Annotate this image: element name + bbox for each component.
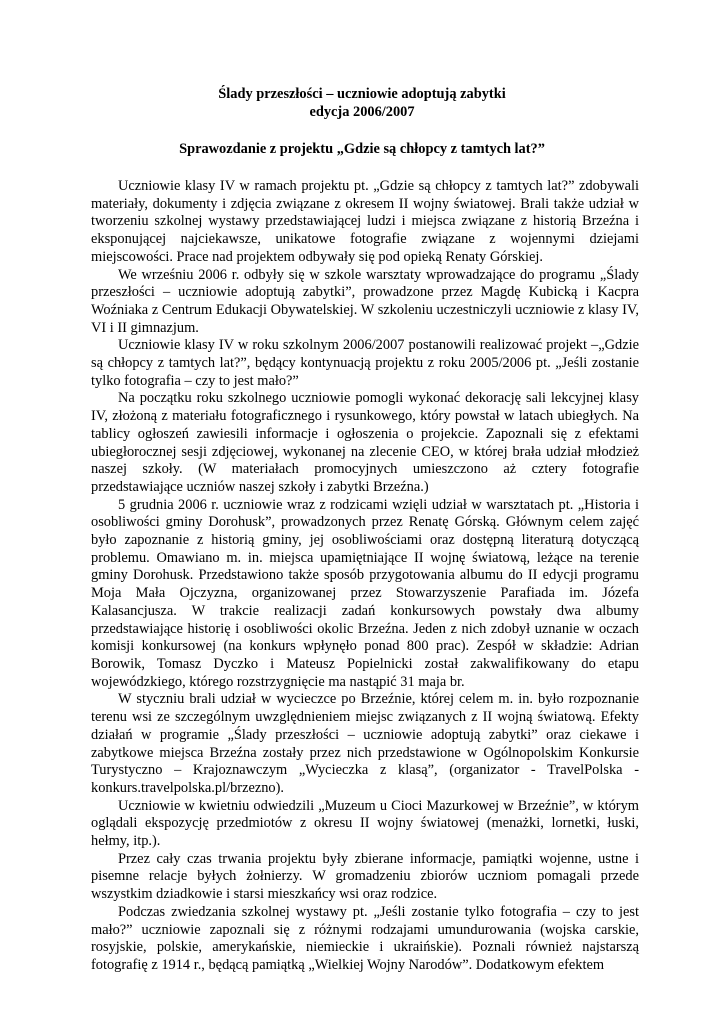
paragraph-7: Uczniowie w kwietniu odwiedzili „Muzeum u Cioci Mazurkowej w Brzeźnie”, w którym oglądali ekspozycję przedmiotów z okresu II wojny światowej (menażki, lornetki, łuski, hełmy, itp.). xyxy=(91,797,639,850)
paragraph-2: We wrześniu 2006 r. odbyły się w szkole warsztaty wprowadzające do programu „Ślady przeszłości – uczniowie adoptują zabytki”, prowadzone przez Magdę Kubicką i Kacpra Woźniaka z Centrum Edukacji Obywatelskiej. W szkoleniu uczestniczyli uczniowie z klasy IV, VI i II gimnazjum. xyxy=(91,266,639,336)
paragraph-6: W styczniu brali udział w wycieczce po Brzeźnie, której celem m. in. było rozpoznanie terenu wsi ze szczególnym uwzględnieniem miejsc związanych z II wojną światową. Efekty działań w programie „Ślady przeszłości – uczniowie adoptują zabytki” oraz ciekawe i zabytkowe miejsca Brzeźna zostały przez nich przedstawione w Ogólnopolskim Konkursie Turystyczno – Krajoznawczym „Wycieczka z klasą”, (organizator - TravelPolska - konkurs.travelpolska.pl/brzezno). xyxy=(91,691,639,796)
document-body xyxy=(91,178,639,975)
document-subtitle: Sprawozdanie z projektu „Gdzie są chłopcy z tamtych lat?” xyxy=(179,141,545,157)
paragraph-9: Podczas zwiedzania szkolnej wystawy pt. „Jeśli zostanie tylko fotografia – czy to jest mało?” uczniowie zapoznali się z różnymi rodzajami umundurowania (wojska carskie, rosyjskie, polskie, amerykańskie, niemieckie i ukraińskie). Poznali również najstarszą fotografię z 1914 r., będącą pamiątką „Wielkiej Wojny Narodów”. Dodatkowym efektem xyxy=(91,903,639,973)
title-line-2: edycja 2006/2007 xyxy=(309,104,415,120)
paragraph-3: Uczniowie klasy IV w roku szkolnym 2006/2007 postanowili realizować projekt –„Gdzie są chłopcy z tamtych lat?”, będący kontynuacją projektu z roku 2005/2006 pt. „Jeśli zostanie tylko fotografia – czy to jest mało?” xyxy=(91,337,639,389)
title-line-1: Ślady przeszłości – uczniowie adoptują zabytki xyxy=(218,86,506,102)
paragraph-1: Uczniowie klasy IV w ramach projektu pt. „Gdzie są chłopcy z tamtych lat?” zdobywali materiały, dokumenty i zdjęcia związane z okresem II wojny światowej. Brali także udział w tworzeniu szkolnej wystawy przedstawiającej ludzi i miejsca związane z historią Brzeźna i eksponującej najciekawsze, unikatowe fotografie związane z wojennymi dziejami miejscowości. Prace nad projektem odbywały się pod opieką Renaty Górskiej. xyxy=(91,178,639,265)
paragraph-8: Przez cały czas trwania projektu były zbierane informacje, pamiątki wojenne, ustne i pisemne relacje byłych żołnierzy. W gromadzeniu zbiorów uczniom pomagali przede wszystkim dziadkowie i starsi mieszkańcy wsi oraz rodzice. xyxy=(91,850,639,903)
paragraph-5: 5 grudnia 2006 r. uczniowie wraz z rodzicami wzięli udział w warsztatach pt. „Historia i osobliwości gminy Dorohusk”, prowadzonych przez Renatę Górską. Głównym celem zajęć było zapoznanie z historią gminy, jej osobliwościami oraz dostępną literaturą dotyczącą problemu. Omawiano m. in. miejsca upamiętniające II wojnę światową, leżące na terenie gminy Dorohusk. Przedstawiono także sposób przygotowania albumu do II edycji programu Moja Mała Ojczyzna, organizowanej przez Stowarzyszenie Parafiada im. Józefa Kalasancjusza. W trakcie realizacji zadań konkursowych powstały dwa albumy przedstawiające historię i osobliwości okolic Brzeźna. Jeden z nich zdobył uznanie w oczach komisji konkursowej (na konkurs wpłynęło ponad 800 prac). Zespół w składzie: Adrian Borowik, Tomasz Dyczko i Mateusz Popielnicki został zakwalifikowany do etapu wojewódzkiego, którego rozstrzygnięcie ma nastąpić 31 maja br. xyxy=(91,496,639,690)
document-title xyxy=(0,85,724,121)
paragraph-4: Na początku roku szkolnego uczniowie pomogli wykonać dekorację sali lekcyjnej klasy IV, złożoną z materiału fotograficznego i rysunkowego, który powstał w latach ubiegłych. Na tablicy ogłoszeń zawiesili informacje i ogłoszenia o projekcie. Zapoznali się z efektami ubiegłorocznej sesji zdjęciowej, wykonanej na zlecenie CEO, w której brała udział młodzież naszej szkoły. (W materiałach promocyjnych umieszczono aż cztery fotografie przedstawiające uczniów naszej szkoły i zabytki Brzeźna.) xyxy=(91,390,639,495)
